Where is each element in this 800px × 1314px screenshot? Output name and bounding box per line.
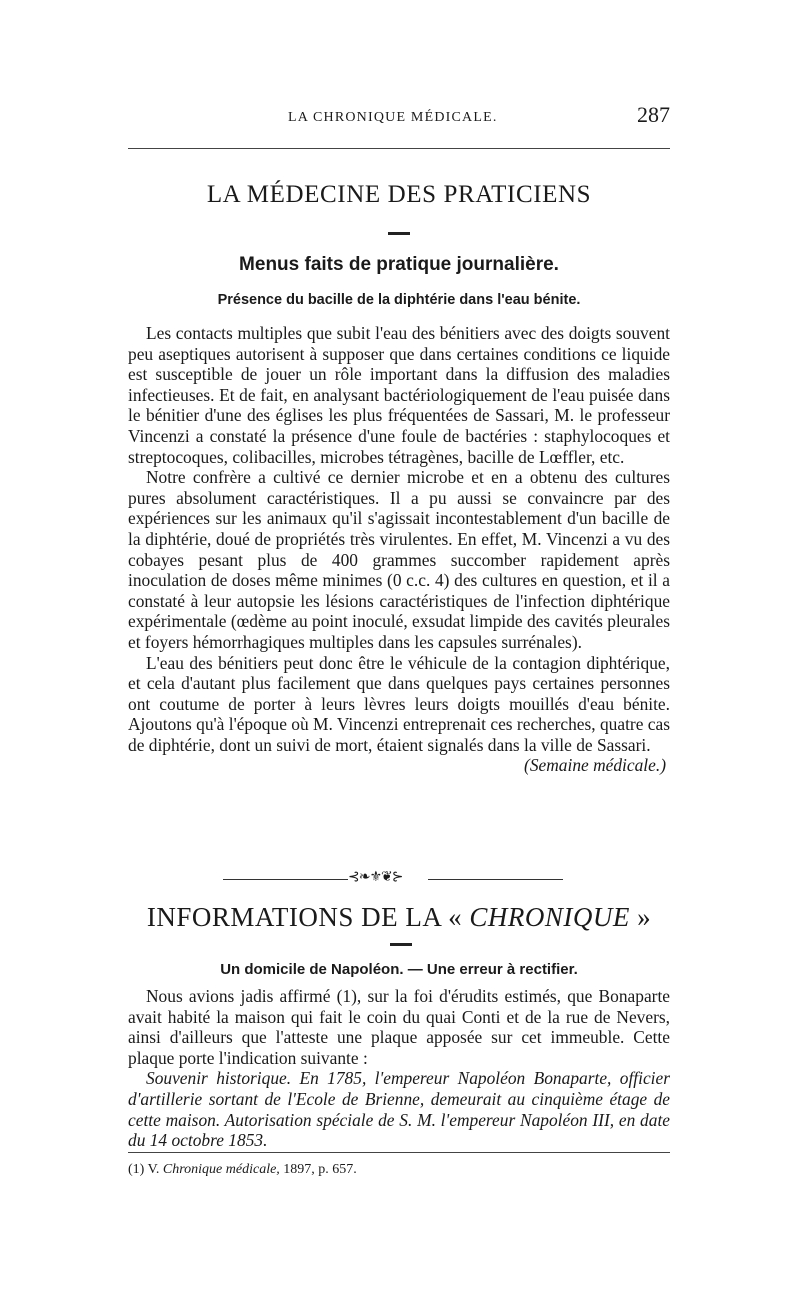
running-head	[128, 102, 670, 136]
article-body-napoleon	[128, 986, 670, 1151]
info-title-suffix: »	[637, 902, 652, 932]
section-title-medecine: LA MÉDECINE DES PRATICIENS	[206, 181, 592, 208]
ornament-line-right	[428, 879, 563, 880]
source-citation: (Semaine médicale.)	[524, 755, 666, 776]
article-body-diphterie	[128, 323, 670, 776]
footnote-reference: Chronique médicale,	[162, 1162, 280, 1177]
ornament-icon: ⊰❧⚜❦⊱	[348, 869, 403, 885]
ornament-divider	[223, 869, 563, 888]
footnote	[128, 1162, 670, 1178]
ornament-line-left	[223, 879, 348, 880]
page-number: 287	[637, 102, 670, 127]
paragraph: Les contacts multiples que subit l'eau des bénitiers avec des doigts souvent peu aseptiques autorisent à supposer que dans certaines conditions ce liquide est susceptible de jouer un rôle important dans la diffusion des maladies infectieuses. Et de fait, en analysant bactériologiquement de l'eau puisée dans le bénitier d'une des églises les plus fréquentées de Sassari, M. le professeur Vincenzi a constaté la présence d'une foule de bactéries : staphylocoques et streptocoques, colibacilles, microbes tétragènes, bacille de Lœffler, etc.	[128, 323, 670, 467]
info-title-prefix: INFORMATIONS DE LA «	[146, 902, 463, 932]
paragraph: L'eau des bénitiers peut donc être le véhicule de la contagion diphtérique, et cela d'autant plus facilement que dans quelques pays certaines personnes ont coutume de porter à leurs lèvres leurs doigts mouillés d'eau bénite. Ajoutons qu'à l'époque où M. Vincenzi entreprenait ces recherches, quatre cas de diphtérie, dont un suivi de mort, étaient signalés dans la ville de Sassari.	[128, 652, 670, 755]
title-dash	[388, 232, 410, 235]
article-title-napoleon: Un domicile de Napoléon. — Une erreur à rectifier.	[220, 961, 578, 978]
info-title-italic: CHRONIQUE	[469, 902, 630, 932]
title-dash	[390, 943, 412, 946]
footnote-rule	[128, 1152, 670, 1153]
paragraph: Nous avions jadis affirmé (1), sur la foi d'érudits estimés, que Bonaparte avait habité la maison qui fait le coin du quai Conti et de la rue de Nevers, ainsi d'ailleurs que l'atteste une plaque apposée sur cet immeuble. Cette plaque porte l'indication suivante :	[128, 986, 670, 1068]
section-title-informations	[128, 902, 670, 933]
footnote-marker: (1) V.	[128, 1162, 160, 1177]
header-rule	[128, 148, 670, 149]
paragraph: Notre confrère a cultivé ce dernier microbe et en a obtenu des cultures pures absolument caractéristiques. Il a pu aussi se convaincre par des expériences sur les animaux qu'il s'agissait incontestablement d'un bacille de la diphtérie, doué de propriétés très virulentes. En effet, M. Vincenzi a vu des cobayes pesant plus de 400 grammes succomber rapidement après inoculation de doses même minimes (0 c.c. 4) des cultures en question, et il a constaté à leur autopsie les lésions caractéristiques de l'infection diphtérique expérimentale (œdème au point inoculé, exsudat limpide des cavités pleurales et foyers hémorrhagiques multiples dans les capsules surrénales).	[128, 467, 670, 652]
footnote-page: 1897, p. 657.	[283, 1162, 357, 1177]
article-title-diphterie: Présence du bacille de la diphtérie dans l'eau bénite.	[217, 292, 581, 308]
section-subtitle: Menus faits de pratique journalière.	[239, 254, 559, 275]
running-title: LA CHRONIQUE MÉDICALE.	[288, 110, 498, 125]
inscription: Souvenir historique. En 1785, l'empereur Napoléon Bonaparte, officier d'artillerie sortant de l'Ecole de Brienne, demeurait au cinquième étage de cette maison. Autorisation spéciale de S. M. l'empereur Napoléon III, en date du 14 octobre 1853.	[128, 1068, 670, 1151]
